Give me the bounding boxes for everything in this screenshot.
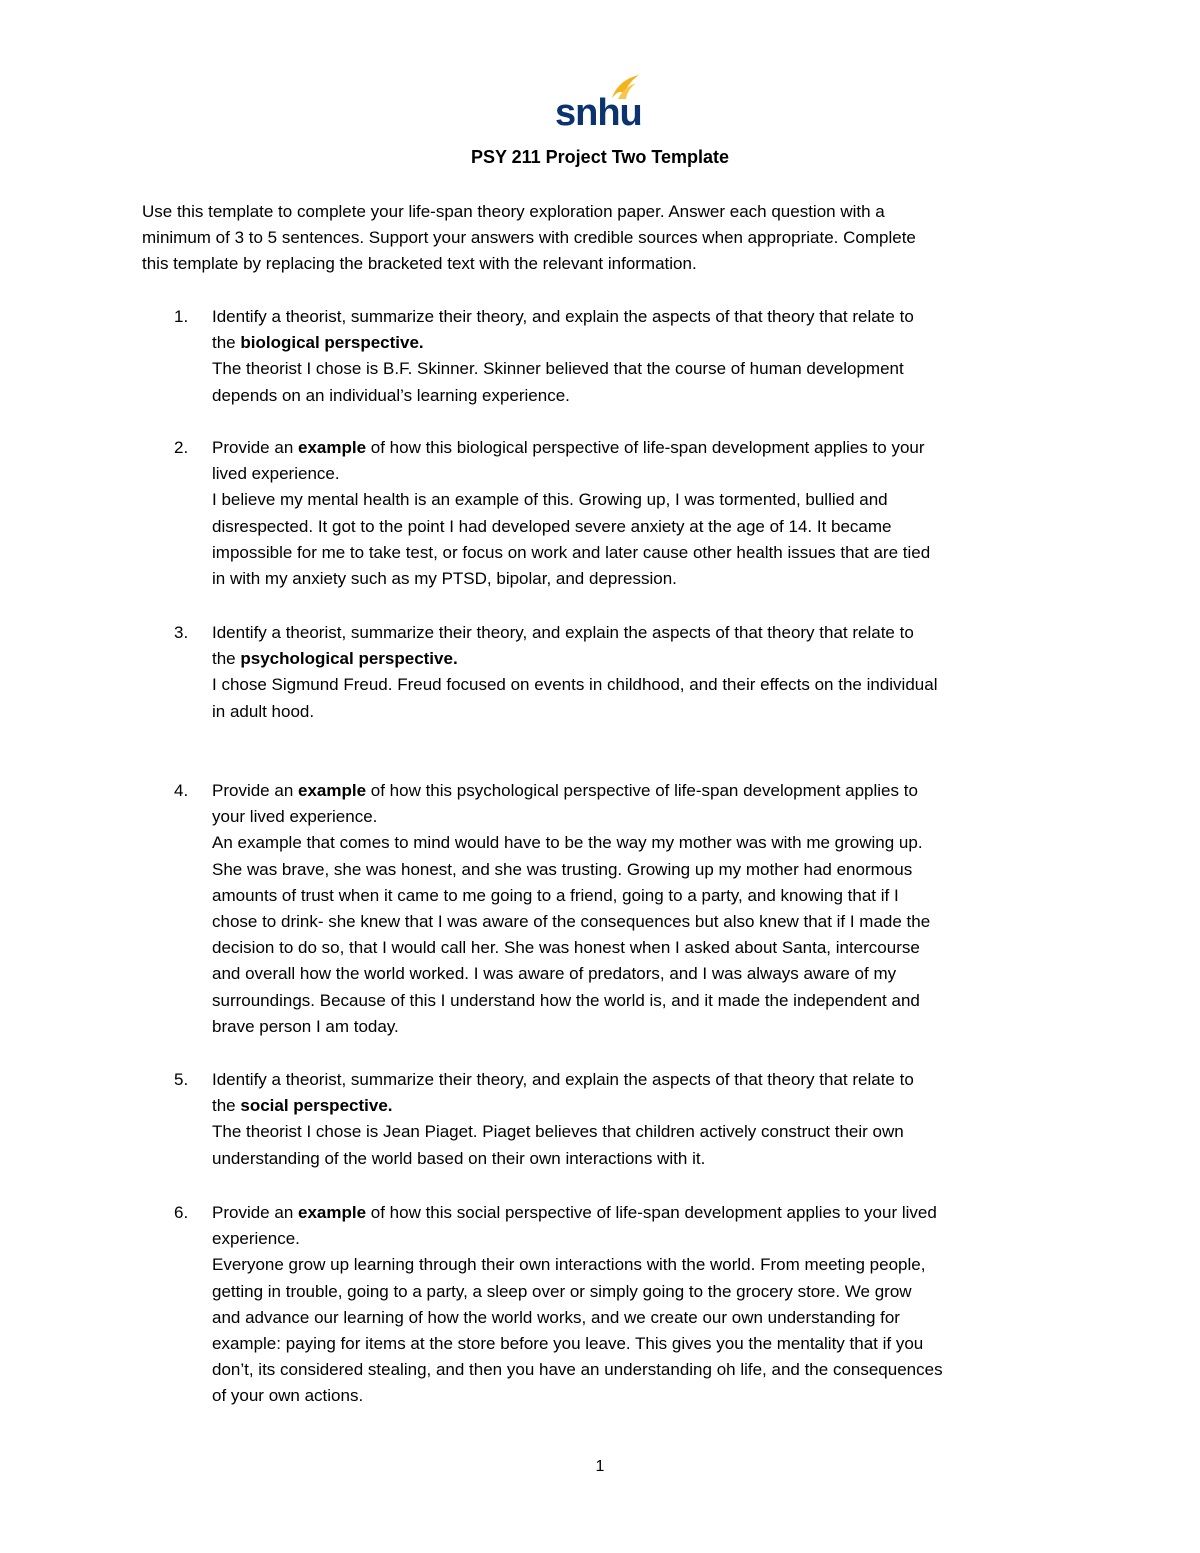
- question-item-2: [142, 435, 1062, 592]
- question-item-5: [142, 1067, 1062, 1172]
- answer-line: I believe my mental health is an example of this. Growing up, I was tormented, bullied and: [212, 490, 888, 510]
- answer-line: and advance our learning of how the world works, and we create our own understanding for: [212, 1307, 900, 1327]
- snhu-logo: [555, 74, 642, 134]
- answer-line: The theorist I chose is B.F. Skinner. Skinner believed that the course of human development: [212, 359, 904, 379]
- document-title: PSY 211 Project Two Template: [470, 147, 730, 167]
- question-item-3: [142, 620, 1062, 725]
- question-emphasis: example: [298, 438, 367, 457]
- question-emphasis: biological perspective: [240, 333, 419, 353]
- answer-line: amounts of trust when it came to me going to a friend, going to a party, and knowing that if I: [212, 885, 899, 905]
- question-emphasis: example: [298, 781, 367, 800]
- answer-line: An example that comes to mind would have to be the way my mother was with me growing up.: [212, 833, 923, 853]
- answer-line: She was brave, she was honest, and she was trusting. Growing up my mother had enormous: [212, 859, 913, 879]
- intro-paragraph: [142, 199, 1062, 278]
- question-number: 1.: [174, 307, 189, 326]
- question-text: Identify a theorist, summarize their theory, and explain the aspects of that theory that relate to: [212, 1070, 914, 1089]
- answer-line: decision to do so, that I would call her. She was honest when I asked about Santa, intercourse: [212, 938, 920, 958]
- intro-line: Use this template to complete your life-span theory exploration paper. Answer each question with a: [142, 202, 885, 221]
- question-text: Identify a theorist, summarize their theory, and explain the aspects of that theory that relate to: [212, 307, 914, 326]
- question-text: your lived experience.: [212, 807, 378, 827]
- answer-line: of your own actions.: [212, 1386, 364, 1406]
- answer-line: understanding of the world based on their own interactions with it.: [212, 1148, 706, 1168]
- question-text: the psychological perspective.: [212, 649, 458, 669]
- answer-line: depends on an individual’s learning experience.: [212, 385, 570, 405]
- question-text: Identify a theorist, summarize their theory, and explain the aspects of that theory that relate to: [212, 623, 914, 642]
- logo-wordmark: snhu: [555, 92, 642, 134]
- question-text: Provide an example of how this psychological perspective of life-span development applies to: [212, 781, 918, 800]
- answer-line: getting in trouble, going to a party, a sleep over or simply going to the grocery store. We grow: [212, 1281, 912, 1301]
- answer-line: I chose Sigmund Freud. Freud focused on events in childhood, and their effects on the individual: [212, 675, 938, 695]
- answer-line: don’t, its considered stealing, and then you have an understanding oh life, and the consequences: [212, 1360, 943, 1380]
- intro-line: this template by replacing the bracketed text with the relevant information.: [142, 254, 697, 274]
- answer-line: in with my anxiety such as my PTSD, bipolar, and depression.: [212, 569, 677, 589]
- question-item-4: [142, 778, 1062, 1040]
- answer-line: example: paying for items at the store before you leave. This gives you the mentality that if you: [212, 1334, 924, 1354]
- answer-line: and overall how the world worked. I was aware of predators, and I was always aware of my: [212, 964, 897, 984]
- intro-line: minimum of 3 to 5 sentences. Support your answers with credible sources when appropriate. Complete: [142, 228, 916, 248]
- answer-line: disrespected. It got to the point I had developed severe anxiety at the age of 14. It became: [212, 516, 892, 536]
- question-number: 3.: [174, 623, 189, 642]
- answer-line: The theorist I chose is Jean Piaget. Piaget believes that children actively construct their own: [212, 1122, 904, 1142]
- question-emphasis: example: [298, 1203, 367, 1222]
- question-item-6: [142, 1200, 1062, 1410]
- question-text: Provide an example of how this social perspective of life-span development applies to your lived: [212, 1203, 937, 1222]
- answer-line: chose to drink- she knew that I was aware of the consequences but also knew that if I made the: [212, 912, 931, 932]
- question-text: the biological perspective.: [212, 333, 424, 353]
- answer-line: surroundings. Because of this I understand how the world is, and it made the independent and: [212, 990, 920, 1010]
- question-text: Provide an example of how this biological perspective of life-span development applies to your: [212, 438, 925, 457]
- question-text: experience.: [212, 1229, 300, 1249]
- answer-line: brave person I am today.: [212, 1016, 399, 1036]
- question-item-1: [142, 304, 1062, 409]
- question-emphasis: social perspective: [240, 1096, 388, 1116]
- answer-line: in adult hood.: [212, 701, 315, 721]
- question-text: the social perspective.: [212, 1096, 393, 1116]
- question-emphasis: psychological perspective: [240, 649, 453, 669]
- question-number: 5.: [174, 1070, 189, 1089]
- question-text: lived experience.: [212, 464, 340, 484]
- question-number: 2.: [174, 438, 189, 457]
- answer-line: Everyone grow up learning through their own interactions with the world. From meeting people,: [212, 1255, 926, 1275]
- question-number: 6.: [174, 1203, 189, 1222]
- page-number: 1: [595, 1458, 605, 1475]
- answer-line: impossible for me to take test, or focus on work and later cause other health issues that are tied: [212, 542, 931, 562]
- question-number: 4.: [174, 781, 189, 800]
